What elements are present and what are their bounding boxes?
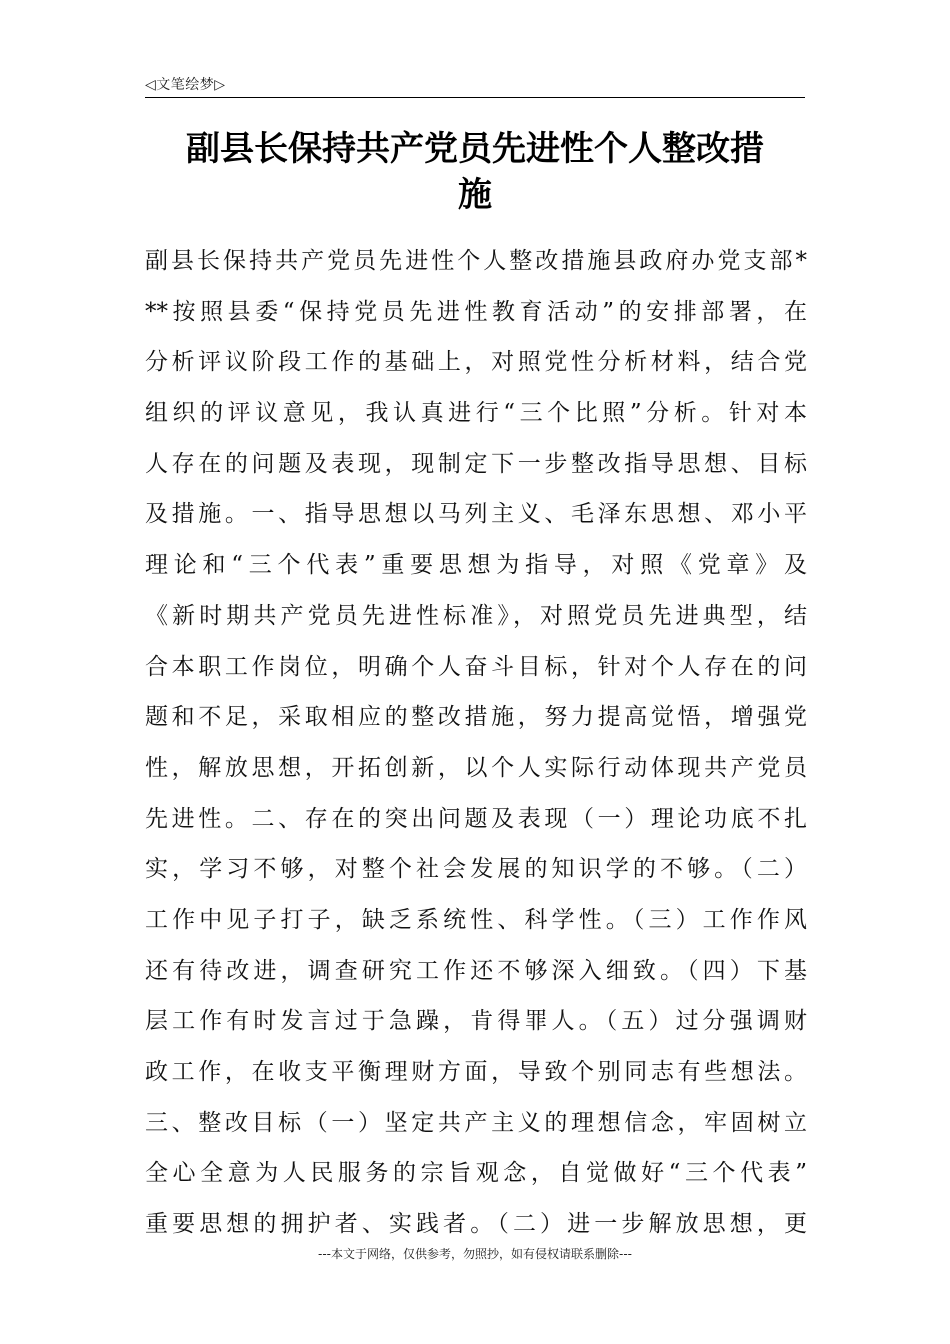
- body-line: **按照县委“保持党员先进性教育活动”的安排部署，在: [145, 298, 807, 325]
- body-line: 全心全意为人民服务的宗旨观念，自觉做好“三个代表”: [145, 1160, 807, 1187]
- body-line: 合本职工作岗位，明确个人奋斗目标，针对个人存在的问: [145, 653, 807, 680]
- title-line-1: 副县长保持共产党员先进性个人整改措: [186, 129, 764, 169]
- header-divider: [145, 97, 805, 98]
- body-line: 题和不足，采取相应的整改措施，努力提高觉悟，增强党: [145, 704, 807, 731]
- body-line: 《新时期共产党员先进性标准》，对照党员先进典型，结: [145, 602, 807, 629]
- body-line: 性，解放思想，开拓创新，以个人实际行动体现共产党员: [145, 754, 807, 781]
- document-body: [145, 236, 807, 1250]
- body-line: 重要思想的拥护者、实践者。（二）进一步解放思想，更: [145, 1211, 807, 1238]
- document-title: [140, 126, 810, 218]
- body-line: 政工作，在收支平衡理财方面，导致个别同志有些想法。: [145, 1059, 807, 1085]
- body-line: 还有待改进，调查研究工作还不够深入细致。（四）下基: [145, 957, 807, 984]
- title-line-2: 施: [458, 175, 492, 215]
- body-line: 三、整改目标（一）坚定共产主义的理想信念，牢固树立: [145, 1109, 807, 1136]
- page-footer-disclaimer: ---本文于网络，仅供参考，勿照抄，如有侵权请联系删除---: [318, 1247, 632, 1261]
- body-line: 组织的评议意见，我认真进行“三个比照”分析。针对本: [145, 400, 807, 427]
- body-line: 分析评议阶段工作的基础上，对照党性分析材料，结合党: [145, 349, 807, 376]
- body-line: 实，学习不够，对整个社会发展的知识学的不够。（二）: [145, 856, 807, 883]
- page-header: ◁文笔绘梦▷: [145, 77, 226, 93]
- body-line: 先进性。二、存在的突出问题及表现（一）理论功底不扎: [145, 805, 807, 832]
- body-line: 人存在的问题及表现，现制定下一步整改指导思想、目标: [145, 450, 807, 477]
- body-line: 层工作有时发言过于急躁，肯得罪人。（五）过分强调财: [145, 1008, 807, 1035]
- body-line: 副县长保持共产党员先进性个人整改措施县政府办党支部*: [145, 248, 807, 274]
- body-line: 及措施。一、指导思想以马列主义、毛泽东思想、邓小平: [145, 501, 807, 528]
- body-line: 理论和“三个代表”重要思想为指导，对照《党章》及: [145, 552, 807, 579]
- body-line: 工作中见子打子，缺乏系统性、科学性。（三）工作作风: [145, 906, 807, 933]
